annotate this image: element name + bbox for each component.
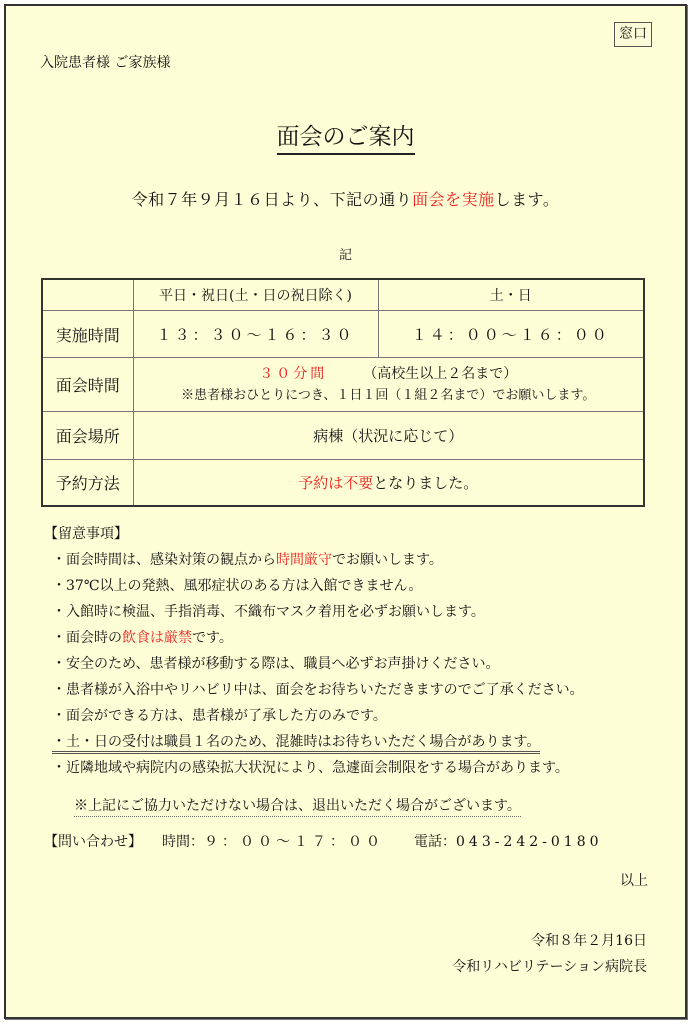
note-item <box>52 627 233 647</box>
note-item: ・面会ができる方は、患者様が了承した方のみです。 <box>52 708 387 724</box>
contact-label: 【問い合わせ】 <box>44 834 142 850</box>
issue-date: 令和８年２月16日 <box>531 933 647 949</box>
table-row <box>42 358 644 412</box>
window-counter-label: 窓口 <box>614 22 652 47</box>
duration-line <box>134 363 644 385</box>
lead-highlight: 面会を実施 <box>412 190 495 209</box>
notes-heading: 【留意事項】 <box>44 526 128 542</box>
reservation-after: となりました。 <box>373 474 479 492</box>
table-header-row <box>42 279 644 311</box>
footnote <box>74 795 521 815</box>
weekend-hours: １４：００〜１６：００ <box>378 311 644 358</box>
note-item: ・37℃以上の発熱、風邪症状のある方は入館できません。 <box>52 578 423 594</box>
lead-before: 令和７年９月１６日より、下記の通り <box>131 190 413 209</box>
duration-note: ※患者様おひとりにつき、１日１回（１組２名まで）でお願いします。 <box>181 387 596 403</box>
page-title-text: 面会のご案内 <box>277 118 415 155</box>
note-item: ・安全のため、患者様が移動する際は、職員へ必ずお声掛けください。 <box>52 656 500 672</box>
note-item-underlined <box>52 731 540 751</box>
table-row <box>42 311 644 358</box>
table-row <box>42 412 644 460</box>
header-weekend: 土・日 <box>378 279 644 311</box>
row-label-duration: 面会時間 <box>42 358 133 412</box>
note-text: ・面会時の <box>52 630 122 646</box>
ki-marker: 記 <box>338 248 352 263</box>
contact-line <box>44 831 603 851</box>
page-title <box>0 118 691 155</box>
note-text: ・面会時間は、感染対策の観点から <box>52 552 276 568</box>
note-text: です。 <box>192 630 233 646</box>
note-highlight: 飲食は厳禁 <box>122 630 192 646</box>
table-row <box>42 460 644 507</box>
phone-label: 電話： <box>414 834 456 850</box>
note-text: ・土・日の受付は職員１名のため、混雑時はお待ちいただく場合があります。 <box>52 734 540 754</box>
note-highlight: 時間厳守 <box>276 552 332 568</box>
row-label-reservation: 予約方法 <box>42 460 133 507</box>
row-label-location: 面会場所 <box>42 412 133 460</box>
reservation-highlight: 予約は不要 <box>298 474 374 492</box>
header-corner <box>42 279 133 311</box>
weekday-hours: １３：３０〜１６：３０ <box>133 311 378 358</box>
note-item: ・患者様が入浴中やリハビリ中は、面会をお待ちいただきますのでご了承ください。 <box>52 682 584 698</box>
footnote-text: ※上記にご協力いただけない場合は、退出いただく場合がございます。 <box>74 798 521 817</box>
duration-cell <box>133 358 644 412</box>
contact-phone: 043-242-0180 <box>456 834 603 850</box>
duration-limit: （高校生以上２名まで） <box>363 365 518 382</box>
lead-after: します。 <box>494 190 560 209</box>
row-label-hours: 実施時間 <box>42 311 133 358</box>
signer: 令和リハビリテーション病院長 <box>452 959 647 975</box>
visit-info-table <box>41 278 645 507</box>
location-value: 病棟（状況に応じて） <box>133 412 644 460</box>
closing-mark: 以上 <box>620 873 648 889</box>
notice-page <box>4 4 687 1019</box>
duration-value: ３０分間 <box>259 365 328 382</box>
note-item: ・近隣地域や病院内の感染拡大状況により、急遽面会制限をする場合があります。 <box>52 760 569 776</box>
note-item: ・入館時に検温、手指消毒、不織布マスク着用を必ずお願いします。 <box>52 604 485 620</box>
addressee: 入院患者様 ご家族様 <box>40 55 171 71</box>
lead-sentence <box>0 187 691 210</box>
note-item <box>52 549 443 569</box>
reservation-cell <box>133 460 644 507</box>
hours-label: 時間： <box>162 834 204 850</box>
header-weekday: 平日・祝日(土・日の祝日除く) <box>133 279 378 311</box>
contact-hours: ９：００〜１７：００ <box>204 834 384 850</box>
note-text: でお願いします。 <box>332 552 443 568</box>
